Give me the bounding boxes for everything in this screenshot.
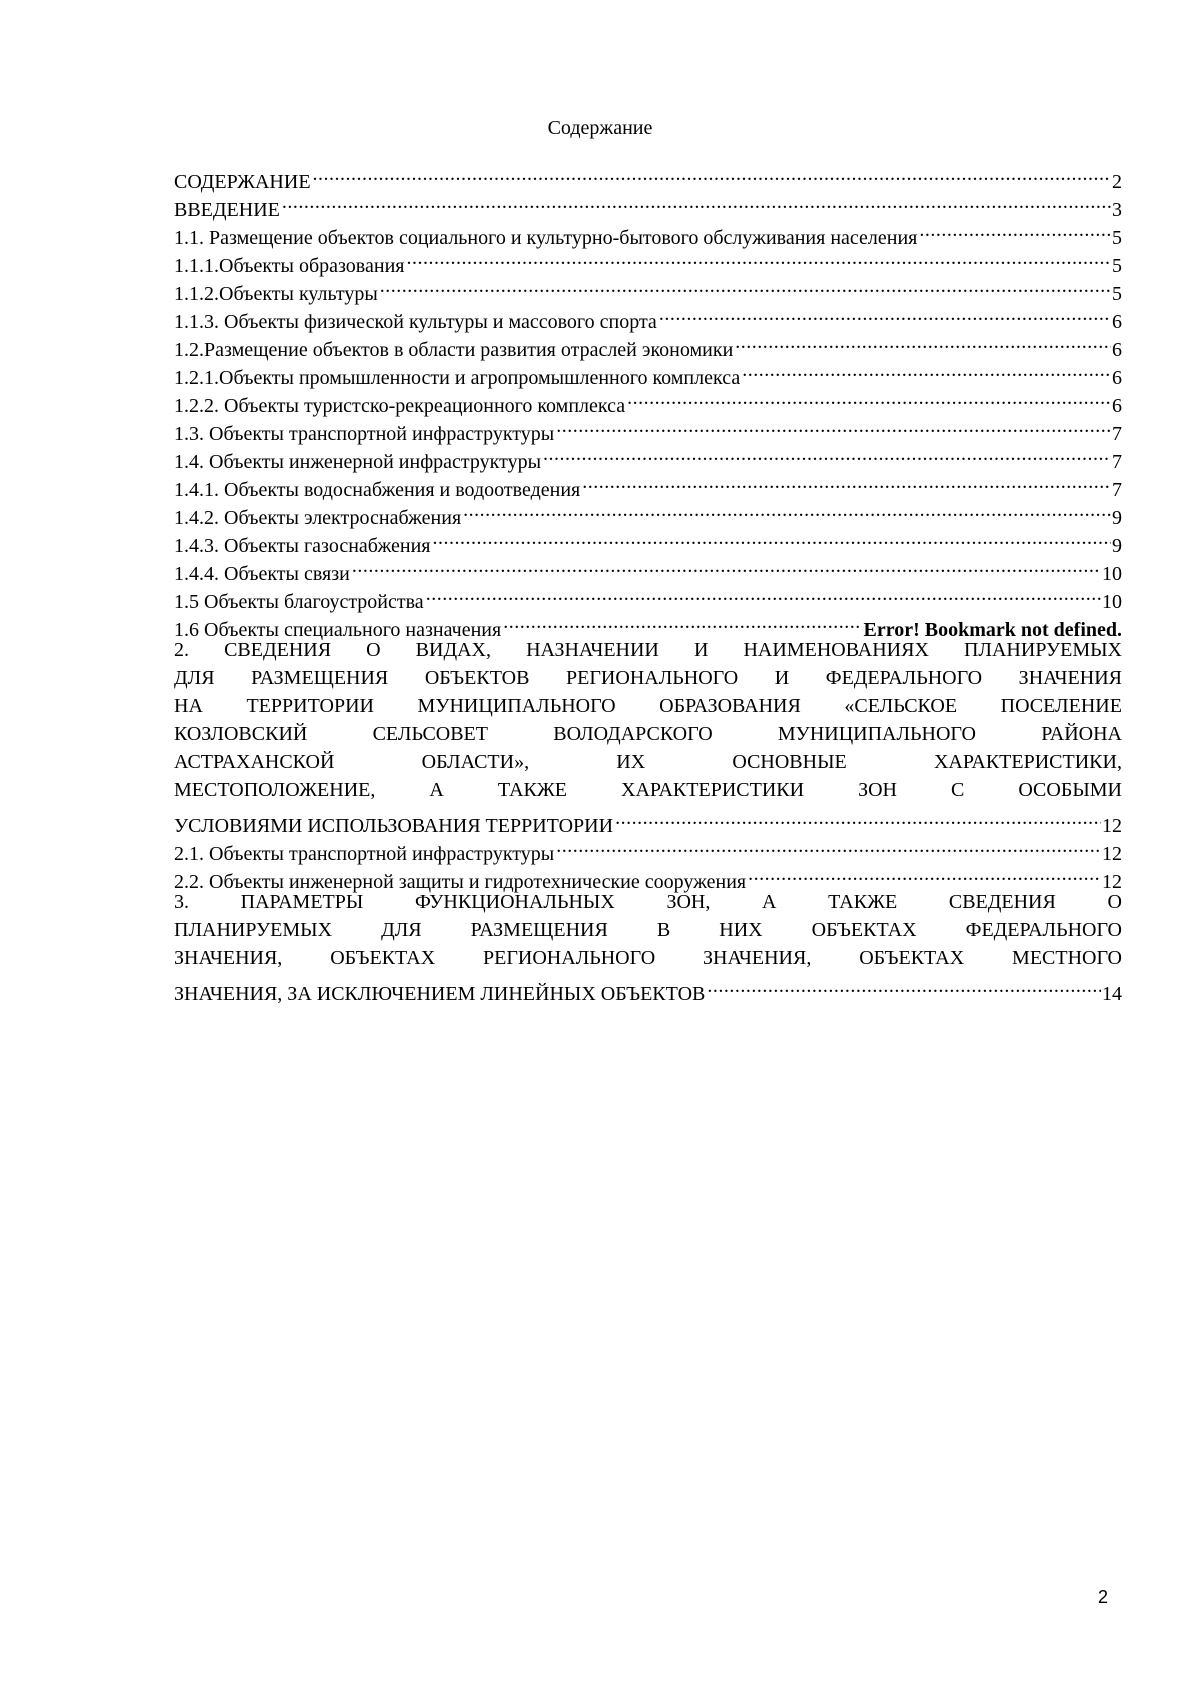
- toc-heading-word: В: [656, 919, 671, 941]
- table-of-contents: [174, 160, 1122, 1005]
- toc-heading-word: ЗОН: [858, 779, 897, 801]
- toc-entry[interactable]: [174, 216, 1122, 249]
- dot-leader: [657, 300, 1111, 328]
- toc-entry-page: 14: [1102, 983, 1122, 1005]
- toc-heading-word: И: [774, 667, 790, 689]
- toc-entry-page: 5: [1112, 227, 1122, 249]
- toc-entry-title: 1.4.3. Объекты газоснабжения: [174, 535, 431, 557]
- toc-entry[interactable]: [174, 188, 1122, 221]
- dot-leader: [705, 972, 1101, 1000]
- toc-entry-title: 1.2.1.Объекты промышленности и агропромышленного комплекса: [174, 367, 741, 389]
- toc-entry-page: 10: [1102, 563, 1122, 585]
- toc-heading-word: ТАКЖЕ: [828, 891, 898, 913]
- toc-entry-title: ВВЕДЕНИЕ: [174, 199, 280, 221]
- dot-leader: [404, 244, 1111, 272]
- toc-heading-word: ПАРАМЕТРЫ: [240, 891, 364, 913]
- toc-heading-word: ЗНАЧЕНИЯ,: [703, 947, 812, 969]
- toc-heading-word: ЗНАЧЕНИЯ: [1018, 667, 1122, 689]
- toc-heading-word: НА: [174, 695, 203, 717]
- toc-entry-page: 5: [1112, 255, 1122, 277]
- toc-entry-page: 6: [1112, 367, 1122, 389]
- toc-heading-word: О: [1107, 891, 1122, 913]
- toc-entry-title: 1.4.1. Объекты водоснабжения и водоотведения: [174, 479, 581, 501]
- toc-heading-line: [174, 664, 1122, 692]
- dot-leader: [625, 384, 1111, 412]
- page-number: 2: [1098, 1587, 1109, 1607]
- toc-entry-page: 12: [1102, 815, 1122, 837]
- toc-entry-title: 1.1.1.Объекты образования: [174, 255, 405, 277]
- toc-heading-word: МУНИЦИПАЛЬНОГО: [417, 695, 616, 717]
- toc-heading-word: ОСОБЫМИ: [1018, 779, 1122, 801]
- dot-leader: [311, 160, 1111, 188]
- dot-leader: [733, 328, 1111, 356]
- toc-heading-word: ЗОН,: [666, 891, 711, 913]
- dot-leader: [378, 272, 1111, 300]
- toc-list-2: [174, 832, 1122, 893]
- toc-heading-word: «СЕЛЬСКОЕ: [844, 695, 958, 717]
- toc-heading-word: ХАРАКТЕРИСТИКИ: [621, 779, 805, 801]
- toc-heading-word: А: [429, 779, 444, 801]
- toc-entry-title: 1.2.Размещение объектов в области развития отраслей экономики: [174, 339, 734, 361]
- toc-heading-word: ТЕРРИТОРИИ: [246, 695, 374, 717]
- dot-leader: [580, 468, 1111, 496]
- dot-leader: [541, 440, 1111, 468]
- toc-heading-word: ТАКЖЕ: [497, 779, 568, 801]
- toc-entry-page: 9: [1112, 507, 1122, 529]
- toc-heading-word: ДЛЯ: [174, 667, 215, 689]
- toc-heading-word: СВЕДЕНИЯ: [224, 639, 332, 661]
- toc-entry-title: 1.5 Объекты благоустройства: [174, 591, 424, 613]
- toc-heading-word: ФЕДЕРАЛЬНОГО: [825, 667, 983, 689]
- toc-heading-line: [174, 748, 1122, 776]
- toc-section-3[interactable]: [174, 888, 1122, 972]
- dot-leader: [554, 832, 1101, 860]
- toc-heading-word: ЗНАЧЕНИЯ,: [174, 947, 283, 969]
- toc-entry[interactable]: [174, 972, 1122, 1005]
- toc-heading-line: [174, 944, 1122, 972]
- toc-heading-word: НИХ: [719, 919, 763, 941]
- toc-entry[interactable]: [174, 160, 1122, 193]
- toc-heading-word: ПЛАНИРУЕМЫХ: [963, 639, 1122, 661]
- toc-heading-word: И: [693, 639, 709, 661]
- toc-heading-word: РЕГИОНАЛЬНОГО: [483, 947, 656, 969]
- dot-leader: [740, 356, 1111, 384]
- toc-heading-word: 3.: [174, 891, 189, 913]
- toc-heading-word: ОБЛАСТИ»,: [421, 751, 530, 773]
- toc-heading-word: РЕГИОНАЛЬНОГО: [566, 667, 739, 689]
- toc-heading-word: ОБЪЕКТАХ: [330, 947, 436, 969]
- dot-leader: [431, 524, 1111, 552]
- toc-entry-page: Error! Bookmark not defined.: [863, 619, 1122, 641]
- toc-heading-word: СЕЛЬСОВЕТ: [372, 723, 488, 745]
- dot-leader: [746, 860, 1101, 888]
- toc-heading-line: [174, 720, 1122, 748]
- page-title: Содержание: [547, 117, 653, 139]
- toc-entry-title: 1.4. Объекты инженерной инфраструктуры: [174, 451, 542, 473]
- toc-heading-word: ФЕДЕРАЛЬНОГО: [965, 919, 1122, 941]
- toc-entry-title: 2.2. Объекты инженерной защиты и гидротехнические сооружения: [174, 871, 747, 893]
- toc-heading-word: ИХ: [616, 751, 646, 773]
- dot-leader: [917, 216, 1111, 244]
- toc-heading-word: С: [951, 779, 965, 801]
- toc-heading-word: КОЗЛОВСКИЙ: [174, 723, 308, 745]
- toc-heading-word: РАЙОНА: [1041, 723, 1122, 745]
- toc-heading-word: ПЛАНИРУЕМЫХ: [174, 919, 333, 941]
- dot-leader: [613, 804, 1101, 832]
- toc-entry-page: 10: [1102, 591, 1122, 613]
- toc-heading-line: [174, 636, 1122, 664]
- toc-entry-page: 3: [1112, 199, 1122, 221]
- toc-heading-word: 2.: [174, 639, 189, 661]
- toc-heading-word: А: [761, 891, 777, 913]
- toc-entry-title: 2.1. Объекты транспортной инфраструктуры: [174, 843, 555, 865]
- toc-heading-word: ФУНКЦИОНАЛЬНЫХ: [414, 891, 615, 913]
- toc-heading-word: СВЕДЕНИЯ: [948, 891, 1056, 913]
- dot-leader: [501, 608, 862, 636]
- toc-entry-page: 5: [1112, 283, 1122, 305]
- toc-entry-title: УСЛОВИЯМИ ИСПОЛЬЗОВАНИЯ ТЕРРИТОРИИ: [174, 815, 614, 837]
- dot-leader: [461, 496, 1111, 524]
- toc-entry-title: 1.4.4. Объекты связи: [174, 563, 350, 585]
- toc-entry-page: 7: [1112, 451, 1122, 473]
- toc-entry[interactable]: [174, 804, 1122, 837]
- toc-entry-title: 1.1.3. Объекты физической культуры и массового спорта: [174, 311, 657, 333]
- toc-entry-page: 2: [1112, 171, 1122, 193]
- toc-entry-page: 9: [1112, 535, 1122, 557]
- toc-heading-word: РАЗМЕЩЕНИЯ: [470, 919, 608, 941]
- toc-heading-word: НАИМЕНОВАНИЯХ: [743, 639, 929, 661]
- toc-heading-word: МУНИЦИПАЛЬНОГО: [777, 723, 976, 745]
- toc-entry-title: СОДЕРЖАНИЕ: [174, 171, 311, 193]
- toc-heading-word: МЕСТОПОЛОЖЕНИЕ,: [174, 779, 376, 801]
- toc-entry-title: 1.4.2. Объекты электроснабжения: [174, 507, 462, 529]
- toc-section-2[interactable]: [174, 636, 1122, 804]
- toc-entry-page: 12: [1102, 843, 1122, 865]
- toc-entry-page: 6: [1112, 339, 1122, 361]
- toc-heading-word: МЕСТНОГО: [1012, 947, 1122, 969]
- toc-heading-word: О: [366, 639, 381, 661]
- toc-heading-word: ОБРАЗОВАНИЯ: [659, 695, 801, 717]
- toc-heading-word: ХАРАКТЕРИСТИКИ,: [933, 751, 1122, 773]
- toc-heading-line: [174, 916, 1122, 944]
- toc-entry-title: ЗНАЧЕНИЯ, ЗА ИСКЛЮЧЕНИЕМ ЛИНЕЙНЫХ ОБЪЕКТОВ: [174, 983, 706, 1005]
- toc-heading-word: ВОЛОДАРСКОГО: [553, 723, 713, 745]
- dot-leader: [350, 552, 1101, 580]
- toc-heading-word: ОБЪЕКТАХ: [811, 919, 917, 941]
- dot-leader: [554, 412, 1111, 440]
- toc-heading-word: ВИДАХ,: [415, 639, 491, 661]
- toc-entry-page: 7: [1112, 423, 1122, 445]
- toc-heading-line: [174, 776, 1122, 804]
- dot-leader: [280, 188, 1111, 216]
- toc-list: [174, 160, 1122, 641]
- toc-heading-word: ОБЪЕКТАХ: [859, 947, 965, 969]
- toc-heading-word: ОБЪЕКТОВ: [424, 667, 530, 689]
- dot-leader: [424, 580, 1101, 608]
- toc-entry-title: 1.6 Объекты специального назначения: [174, 619, 502, 641]
- toc-entry-title: 1.1.2.Объекты культуры: [174, 283, 378, 305]
- toc-heading-word: ПОСЕЛЕНИЕ: [1000, 695, 1122, 717]
- toc-heading-word: ОСНОВНЫЕ: [732, 751, 847, 773]
- toc-entry-title: 1.1. Размещение объектов социального и культурно-бытового обслуживания населения: [174, 227, 918, 249]
- toc-entry-title: 1.2.2. Объекты туристско-рекреационного комплекса: [174, 395, 626, 417]
- toc-heading-word: ДЛЯ: [381, 919, 422, 941]
- toc-entry-page: 7: [1112, 479, 1122, 501]
- toc-heading-word: НАЗНАЧЕНИИ: [526, 639, 659, 661]
- toc-entry-page: 6: [1112, 395, 1122, 417]
- toc-entry-page: 12: [1102, 871, 1122, 893]
- toc-entry-page: 6: [1112, 311, 1122, 333]
- toc-heading-line: [174, 692, 1122, 720]
- toc-heading-word: РАЗМЕЩЕНИЯ: [251, 667, 389, 689]
- toc-heading-word: АСТРАХАНСКОЙ: [174, 751, 335, 773]
- toc-entry-title: 1.3. Объекты транспортной инфраструктуры: [174, 423, 555, 445]
